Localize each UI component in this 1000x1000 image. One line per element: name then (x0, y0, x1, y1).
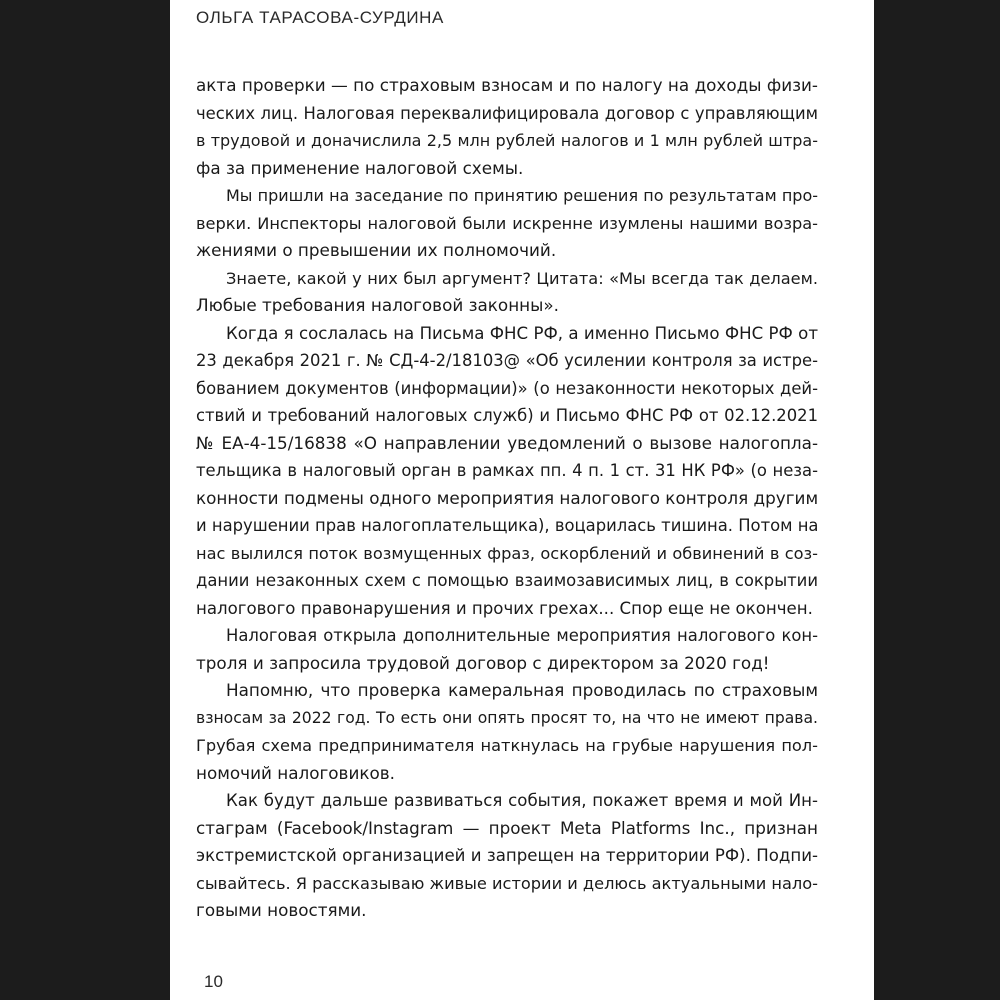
text-line: дании незаконных схем с помощью взаимозависимых лиц, в сокрытии (196, 571, 818, 590)
text-line: Когда я сослалась на Письма ФНС РФ, а именно Письмо ФНС РФ от (226, 323, 818, 343)
text-line: ствий и требований налоговых служб) и Письмо ФНС РФ от 02.12.2021 (196, 406, 818, 425)
text-line: нас вылился поток возмущенных фраз, оскорблений и обвинений в соз- (196, 543, 818, 563)
page-number: 10 (204, 972, 223, 991)
text-line: жениями о превышении их полномочий. (196, 240, 557, 260)
text-line: Налоговая открыла дополнительные мероприятия налогового кон- (226, 626, 818, 645)
text-line: Грубая схема предпринимателя наткнулась на грубые нарушения пол- (196, 736, 818, 755)
text-line: верки. Инспекторы налоговой были искренне изумлены нашими возра- (196, 213, 818, 233)
paragraph (196, 265, 818, 320)
text-line: в трудовой и доначислила 2,5 млн рублей налогов и 1 млн рублей штра- (196, 131, 818, 150)
text-line: говыми новостями. (196, 900, 367, 920)
running-head-author: ОЛЬГА ТАРАСОВА-СУРДИНА (196, 8, 444, 27)
text-line: тельщика в налоговый орган в рамках пп. 4 п. 1 ст. 31 НК РФ» (о неза- (196, 461, 818, 480)
text-line: 23 декабря 2021 г. № СД-4-2/18103@ «Об усилении контроля за истре- (196, 351, 818, 370)
text-line: бованием документов (информации)» (о незаконности некоторых дей- (196, 378, 818, 398)
text-line: сывайтесь. Я рассказываю живые истории и делюсь актуальными нало- (196, 873, 818, 893)
body-text (196, 72, 818, 925)
text-line: Как будут дальше развиваться события, покажет время и мой Ин- (226, 791, 818, 810)
text-line: Знаете, какой у них был аргумент? Цитата: «Мы всегда так делаем. (226, 268, 818, 288)
paragraph-continued (196, 72, 818, 182)
text-line: Напомню, что проверка камеральная проводилась по страховым (226, 680, 818, 700)
paragraph (196, 787, 818, 925)
text-line: № ЕА-4-15/16838 «О направлении уведомлений о вызове налогопла- (196, 432, 818, 453)
text-line: ческих лиц. Налоговая переквалифицировала договор с управляющим (196, 103, 818, 123)
text-line: акта проверки — по страховым взносам и по налогу на доходы физи- (196, 75, 818, 95)
text-line: номочий налоговиков. (196, 762, 395, 783)
text-line: взносам за 2022 год. То есть они опять просят то, на что не имеют права. (196, 708, 818, 727)
paragraph (196, 677, 818, 787)
text-line: Любые требования налоговой законны». (196, 295, 559, 315)
paragraph (196, 320, 818, 623)
text-line: экстремистской организацией и запрещен на территории РФ). Подпи- (196, 846, 818, 865)
text-line: налогового правонарушения и прочих грехах... Спор еще не окончен. (196, 598, 813, 618)
text-line: фа за применение налоговой схемы. (196, 157, 524, 178)
text-line: стаграм (Facebook/Instagram — проект Meta Platforms Inc., признан (196, 817, 818, 838)
text-line: и нарушении прав налогоплательщика), воцарилась тишина. Потом на (196, 516, 819, 535)
text-line: конности подмены одного мероприятия налогового контроля другим (196, 487, 819, 508)
paragraph (196, 622, 818, 677)
paragraph (196, 182, 818, 265)
page (170, 0, 874, 1000)
text-line: троля и запросила трудовой договор с директором за 2020 год! (196, 652, 770, 673)
text-line: Мы пришли на заседание по принятию решения по результатам про- (226, 186, 818, 205)
